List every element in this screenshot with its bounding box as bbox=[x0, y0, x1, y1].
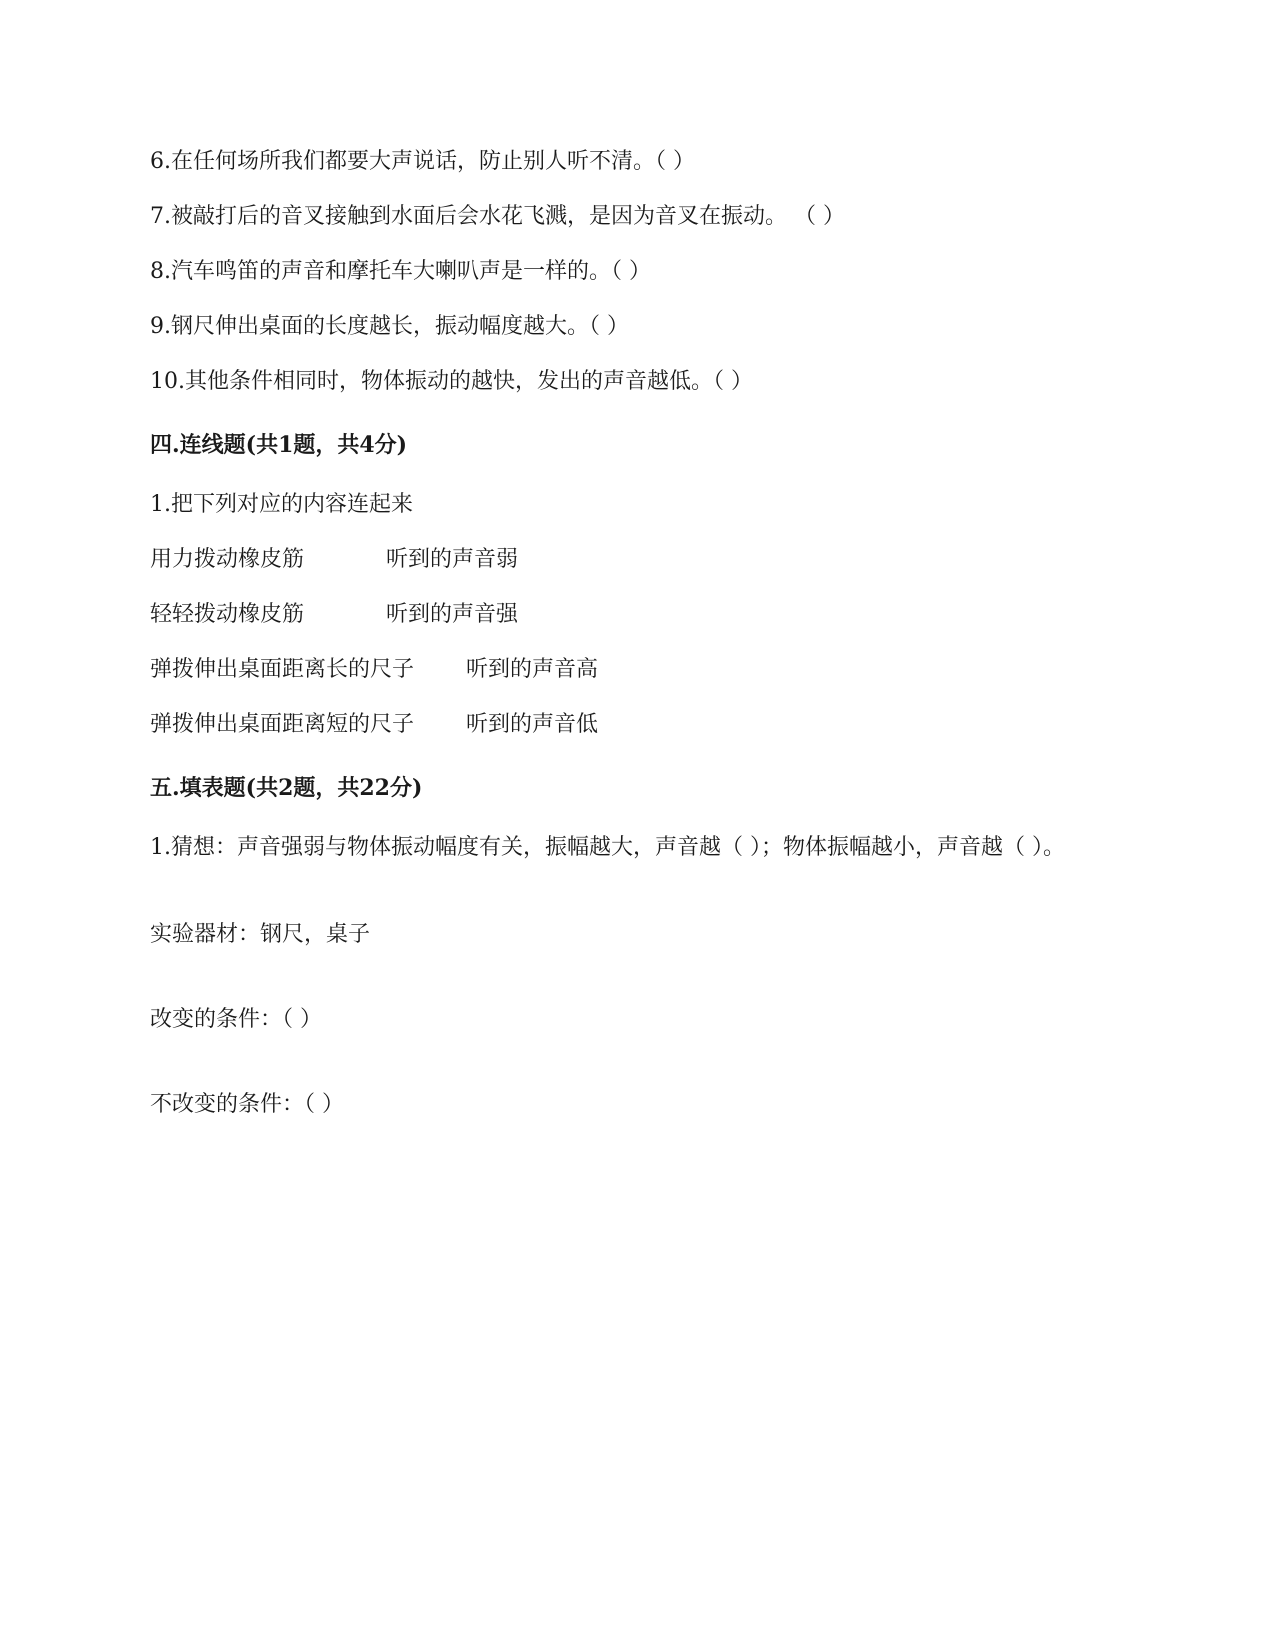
matching-left-3: 弹拨伸出桌面距离长的尺子 bbox=[150, 657, 415, 682]
section-4-heading: 四.连线题(共1题，共4分) bbox=[150, 432, 408, 458]
matching-right-1: 听到的声音弱 bbox=[386, 547, 519, 572]
matching-question: 1.把下列对应的内容连起来 bbox=[150, 492, 413, 517]
section-5-heading: 五.填表题(共2题，共22分) bbox=[150, 775, 423, 801]
matching-right-2: 听到的声音强 bbox=[386, 602, 519, 627]
matching-right-4: 听到的声音低 bbox=[466, 712, 599, 737]
materials-line: 实验器材：钢尺，桌子 bbox=[150, 922, 371, 947]
matching-left-1: 用力拨动橡皮筋 bbox=[150, 547, 305, 572]
unchanged-condition-line: 不改变的条件：（ ） bbox=[150, 1092, 344, 1117]
tf-item-7: 7.被敲打后的音叉接触到水面后会水花飞溅，是因为音叉在振动。 （ ） bbox=[150, 204, 845, 229]
tf-item-8: 8.汽车鸣笛的声音和摩托车大喇叭声是一样的。（ ） bbox=[150, 259, 651, 284]
matching-right-3: 听到的声音高 bbox=[466, 657, 599, 682]
tf-item-6: 6.在任何场所我们都要大声说话，防止别人听不清。（ ） bbox=[150, 149, 695, 174]
matching-left-4: 弹拨伸出桌面距离短的尺子 bbox=[150, 712, 415, 737]
tf-item-9: 9.钢尺伸出桌面的长度越长，振动幅度越大。（ ） bbox=[150, 314, 629, 339]
matching-left-2: 轻轻拨动橡皮筋 bbox=[150, 602, 305, 627]
changed-condition-line: 改变的条件：（ ） bbox=[150, 1007, 322, 1032]
fill-table-question: 1.猜想：声音强弱与物体振动幅度有关，振幅越大，声音越（ ）；物体振幅越小，声音越（ ）。 bbox=[150, 835, 1065, 860]
tf-item-10: 10.其他条件相同时，物体振动的越快，发出的声音越低。（ ） bbox=[150, 369, 753, 394]
